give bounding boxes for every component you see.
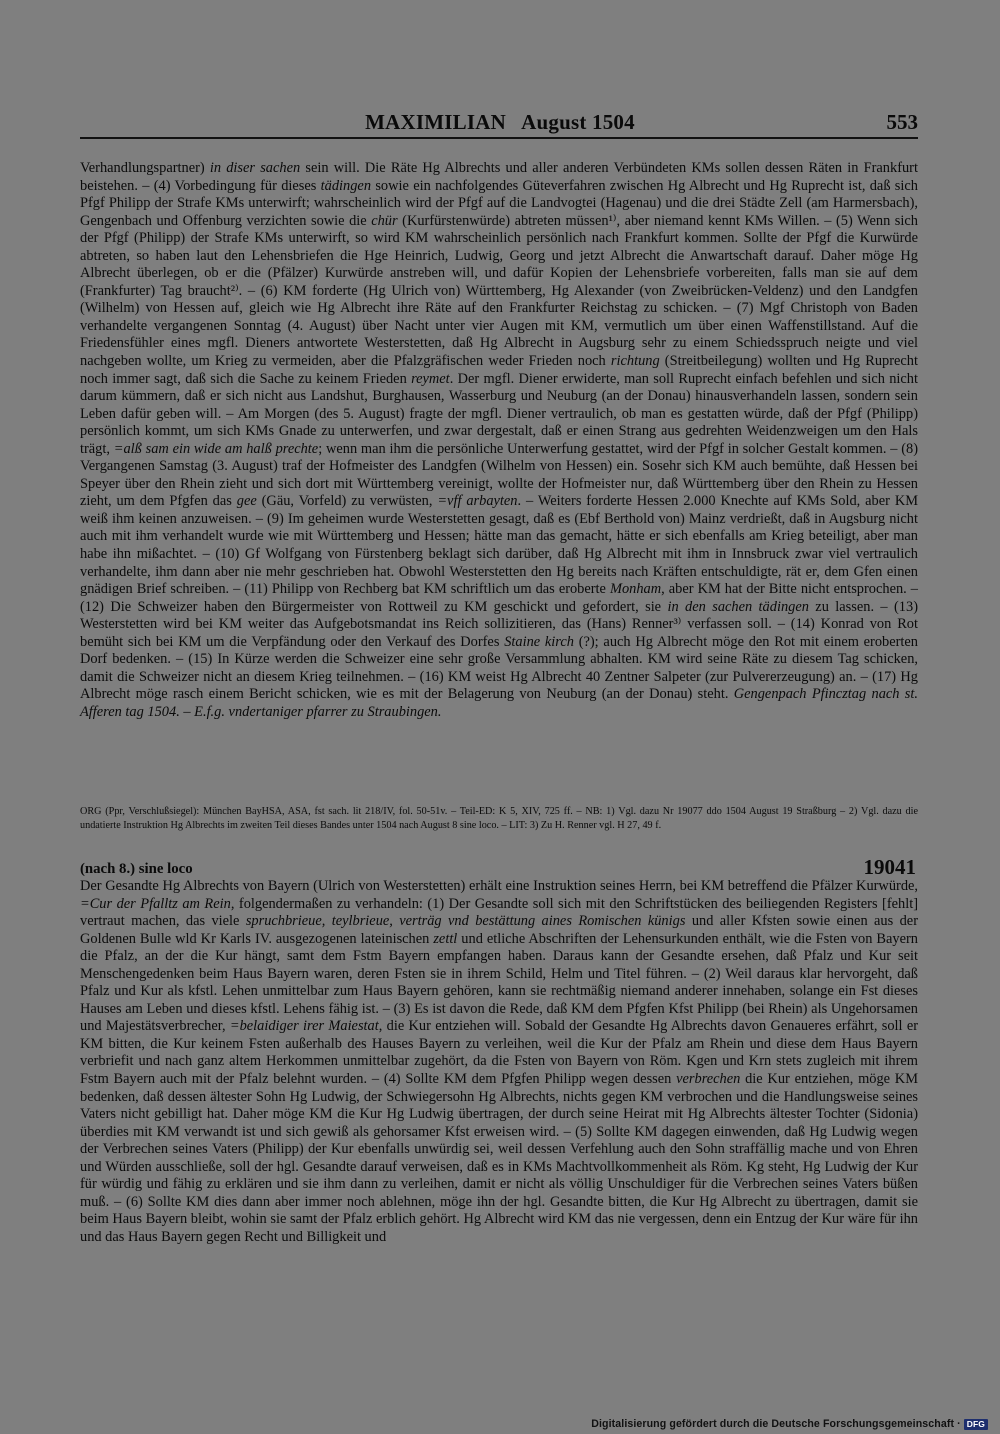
running-header-title: MAXIMILIAN August 1504 [365, 110, 635, 134]
continuation-text-run: . – Weiters forderte Hessen 2.000 Knechte auf KMs Sold, aber KM weiß ihm keinen anzuweisen. – (9) Im geheimen wurde Westerstetten gesagt, daß es (Ebf Berthold von) Mainz verdrießt, daß in Augsburg nicht auch mit ihm verhandelt wurde wie mit Württemberg und Hessen; hätte man das gemacht, hätte er sich ebenfalls am Krieg beteiligt, aber man habe ihn mißachtet. – (10) Gf Wolfgang von Fürstenberg beklagt sich darüber, daß Hg Albrecht mit ihm in Innsbruck zwar viel vertraulich verhandelte, ihm dann aber nie mehr geschrieben hat. Obwohl Westerstetten den Hg bereits nach Kräften entschuldigte, rät er, dem Gfen einen gnädigen Brief schreiben. – (11) Philipp von Rechberg bat KM schriftlich um das eroberte [80, 493, 919, 598]
continuation-text-run: (Streitbeilegung) wollten und Hg Ruprecht noch immer sagt, daß sich die Sache zu keinem Frieden [80, 353, 918, 387]
entry-number: 19041 [863, 855, 916, 879]
continuation-text-run: (Gäu, Vorfeld) zu verwüsten, [256, 493, 438, 510]
entry-italic-phrase: verbrechen [676, 1071, 741, 1088]
continuation-italic-phrase: chür [371, 212, 398, 229]
source-notes: ORG (Ppr, Verschlußsiegel): München BayHSA, ASA, fst sach. lit 218/IV, fol. 50-51v. – Teil-ED: K 5, XIV, 725 ff. – NB: 1) Vgl. dazu Nr 19077 ddo 1504 August 19 Straßburg – 2) Vgl. dazu die undatierte Instruktion Hg Albrechts im zweiten Teil dieses Bandes unter 1504 nach August 8 sine loco. – LIT: 3) Zu H. Renner vgl. H 27, 49 f. [80, 806, 918, 832]
entry-text [80, 878, 918, 1246]
continuation-italic-phrase: =vff arbayten [437, 493, 518, 510]
continuation-italic-phrase: in diser sachen [209, 160, 301, 176]
continuation-italic-phrase: in den sachen tädingen [667, 598, 809, 615]
continuation-text-run: sein will. Die Räte Hg Albrechts und aller anderen Verbündeten KMs sollen dessen Räten in Frankfurt beistehen. – (4) Vorbedingung für dieses [80, 160, 918, 194]
continuation-section [80, 160, 918, 722]
entry-text-run: , die Kur entziehen will. Sobald der Gesandte Hg Albrechts davon Genaueres erfährt, soll er KM bitten, die Kur keinem Fsten außerhalb des Hauses Bayern zu verleihen, weil die Kur der Pfalz am Rhein und diese dem Haus Bayern verbriefit und nach ganz altem Herkommen unmittelbar zugehört, da die Fsten von Bayern von Röm. Kgen und Krn stets zugleich mit ihrem Fstm Bayern auch mit der Pfalz belehnt wurden. – (4) Sollte KM dem Pfgfen Philipp wegen dessen [80, 1018, 919, 1088]
entry-text-run: und etliche Abschriften der Lehensurkunden enthält, wie die Fsten von Bayern die Pfalz, an der die Kur hängt, samt dem Fstm Bayern empfangen haben. Daraus kann der Gesandte ersehen, daß Pfalz und Kur seit Menschengedenken beim Haus Bayern waren, deren Fsten sie in ihrem Schild, Helm und Titel führen. – (2) Weil daraus klar hervorgeht, daß Pfalz und Kur als kfstl. Lehen unmittelbar zum Haus Bayern gehören, kann sie rechtmäßig niemand anderer innehaben, solange ein Fst dieses Hauses am Leben und dieses kfstl. Lehens fähig ist. – (3) Es ist davon die Rede, daß KM dem Pfgfen Kfst Philipp (bei Rhein) als Ungehorsamen und Majestätsverbrecher, [80, 930, 918, 1035]
continuation-text-run: (?); auch Hg Albrecht möge den Rot mit einem eroberten Dorf bedenken. – (15) In Kürze werden die Schweizer eine sehr große Versammlung abhalten. KM wird seine Räte zu diesem Tag schicken, damit die Schweizer nicht an diesem Krieg teilnehmen. – (16) KM weist Hg Albrecht 40 Zentner Salpeter (zur Pulvererzeugung) an. – (17) Hg Albrecht möge rasch einem Bericht schicken, wie es mit der Belagerung von Neuburg (an der Donau) steht. [80, 633, 918, 703]
continuation-italic-phrase: tädingen [320, 177, 372, 194]
page-number: 553 [886, 110, 918, 134]
continuation-italic-phrase: Staine kirch [504, 633, 574, 650]
continuation-italic-phrase: gee [236, 493, 257, 510]
entry-date: (nach 8.) sine loco [80, 861, 193, 877]
footer-credit-text: Digitalisierung gefördert durch die Deutsche Forschungsgemeinschaft · [591, 1418, 961, 1430]
continuation-italic-phrase: richtung [610, 353, 660, 370]
source-notes-section [80, 805, 918, 833]
entry-italic-phrase: spruchbrieue, teylbrieue, verträg vnd bestättung aines Romischen künigs [245, 913, 686, 930]
entry-italic-phrase: zettl [433, 930, 458, 947]
continuation-text-run: zu lassen. – (13) Westerstetten wird bei KM weiter das Aufgebotsmandat ins Reich sollizitieren, das (Hans) Renner³⁾ verfassen soll. – (14) Konrad von Rot bemüht sich bei KM um die Verpfändung oder den Verkauf des Dorfes [80, 598, 918, 650]
continuation-italic-phrase: Monham [609, 581, 662, 598]
entry-italic-phrase: =Cur der Pfalltz am Rein [80, 895, 231, 912]
entry-text-run: , folgendermaßen zu verhandeln: (1) Der Gesandte soll sich mit den Schriftstücken des beiliegenden Registers [fehlt] vertraut machen, das viele [80, 895, 919, 930]
continuation-text-run: ; wenn man ihm die persönliche Unterwerfung gestattet, wird der Pfgf in solcher Gestalt kommen. – (8) Vergangenen Samstag (3. August) traf der Hofmeister des Landgfen (Wilhelm von Hessen) ein. Sosehr sich KM auch bemühte, daß Hessen bei Speyer über den Rhein zieht und sich dort mit Württemberg vereinigt, wollte der Hofmeister nur, daß Württemberg über den Rhein zu Hessen zieht, um dem Pfgfen das [80, 440, 918, 510]
entry-section [80, 855, 919, 1246]
header-rule [80, 137, 918, 139]
entry-text-run: Der Gesandte Hg Albrechts von Bayern (Ulrich von Westerstetten) erhält eine Instruktion seines Herrn, bei KM betreffend die Pfälzer Kurwürde, [80, 878, 918, 894]
entry-text-run: und aller Kfsten sowie einen aus der Goldenen Bulle wld Kr Karls IV. ausgezogenen lateinischen [80, 913, 918, 947]
entry-heading [80, 855, 918, 879]
footer-credit [591, 1418, 988, 1430]
entry-text-run: die Kur entziehen, möge KM bedenken, daß dessen ältester Sohn Hg Ludwig, der Schwiegersohn Hg Albrechts, nichts gegen KM verbrochen und die Handlungsweise seines Vaters nicht gebilligt hat. Daher möge KM die Kur Hg Ludwig übertragen, der durch seine Heirat mit Hg Albrechts ältester Tochter (Sidonia) überdies mit KM verwandt ist und sich gewiß als gehorsamer Kfst erweisen wird. – (5) Sollte KM dagegen einwenden, daß Hg Ludwig wegen der Verbrechen seines Vaters (Philipp) der Kur ebenfalls unwürdig sei, weil dessen Verfehlung auch den Sohn straffällig mache und von Ehren und Würden ausschließe, soll der hgl. Gesandte darauf verweisen, daß es in KMs Machtvollkommenheit als Röm. Kg steht, Hg Ludwig der Kur für würdig und fähig zu erklären und sie ihm dann zu verleihen, damit er nicht als völlig Unschuldiger für die Verbrechen seines Vaters büßen muß. – (6) Sollte KM dies dann aber immer noch ablehnen, möge ihn der hgl. Gesandte bitten, die Kur Hg Albrecht zu übertragen, damit sie beim Haus Bayern bleibt, wohin sie samt der Pfalz erblich gehört. Hg Albrecht wird KM das nie vergessen, denn ein Entzug der Kur wäre für ihn und das Haus Bayern gegen Recht und Billigkeit und [80, 1071, 918, 1245]
continuation-text-run: . Der mgfl. Diener erwiderte, man soll Ruprecht einfach befehlen und sich nicht darum kümmern, daß er sich nicht aus Landshut, Burghausen, Wasserburg und Neuburg (an der Donau) hinausverhandeln lassen, sondern sein Leben dafür geben will. – Am Morgen (des 5. August) fragte der mgfl. Diener vertraulich, ob man es gestatten würde, daß der Pfgf (Philipp) persönlich kommt, um sich KMs Gnade zu unterwerfen, und zwar dergestalt, daß er einen Strang aus gedrehten Weidenzweigen um den Hals trägt, [80, 370, 918, 457]
continuation-italic-phrase: Gengenpach Pfincztag nach st. Afferen tag 1504. – E.f.g. vndertaniger pfarrer zu Straubingen. [80, 686, 919, 720]
entry-italic-phrase: =belaidiger irer Maiestat [229, 1018, 379, 1035]
continuation-text [80, 160, 918, 722]
continuation-italic-phrase: reymet [411, 370, 450, 387]
continuation-text-run: , aber KM hat der Bitte nicht entsprochen. – (12) Die Schweizer haben den Bürgermeister von Rottweil zu KM geschickt und gefordert, sie [80, 581, 918, 615]
continuation-italic-phrase: =alß sam ein wide am halß prechte [113, 440, 319, 457]
continuation-text-run: (Kurfürstenwürde) abtreten müssen¹⁾, aber niemand kennt KMs Willen. – (5) Wenn sich der Pfgf (Philipp) der Strafe KMs unterwirft, so wird KM wahrscheinlich persönlich nach Frankfurt kommen. Sollte der Pfgf die Kurwürde abtreten, so haben laut den Lehensbriefen die Hge Heinrich, Ludwig, Georg und jetzt Albrecht die Anwartschaft darauf. Daher möge Hg Albrecht überlegen, ob er die (Pfälzer) Kurwürde anstreben will, und dafür Kopien der Lehensbriefe vorbereiten, falls man sie auf dem (Frankfurter) Tag braucht²⁾. – (6) KM forderte (Hg Ulrich von) Württemberg, Hg Alexander (von Zweibrücken-Veldenz) und den Landgfen (Wilhelm) von Hessen auf, gleich wie Hg Albrecht ihre Räte auf den Frankfurter Reichstag zu schicken. – (7) Mgf Christoph von Baden verhandelte vergangenen Sonntag (4. August) über Nacht unter vier Augen mit KM, vermutlich um über einen Waffenstillstand. Auf die Friedensfühler eines mgfl. Dieners antwortete Westerstetten, daß Hg Albrecht in Augsburg sehr zu einem Schiedsspruch neigte und viel nachgeben wollte, um Krieg zu vermeiden, aber die Pfalzgräfischen weder Frieden noch [80, 212, 918, 370]
continuation-text-run: Verhandlungspartner) [80, 160, 210, 176]
continuation-text-run: sowie ein nachfolgendes Güteverfahren zwischen Hg Albrecht und Hg Ruprecht ist, daß sich Pfgf Philipp der Strafe KMs unterwirft; wahrscheinlich wird der Pfgf auf die Landvogtei (Hagenau) und die drei Städte Zell (am Harmersbach), Gengenbach und Offenburg verzichten sowie die [80, 177, 918, 229]
dfg-logo: DFG [964, 1419, 988, 1430]
